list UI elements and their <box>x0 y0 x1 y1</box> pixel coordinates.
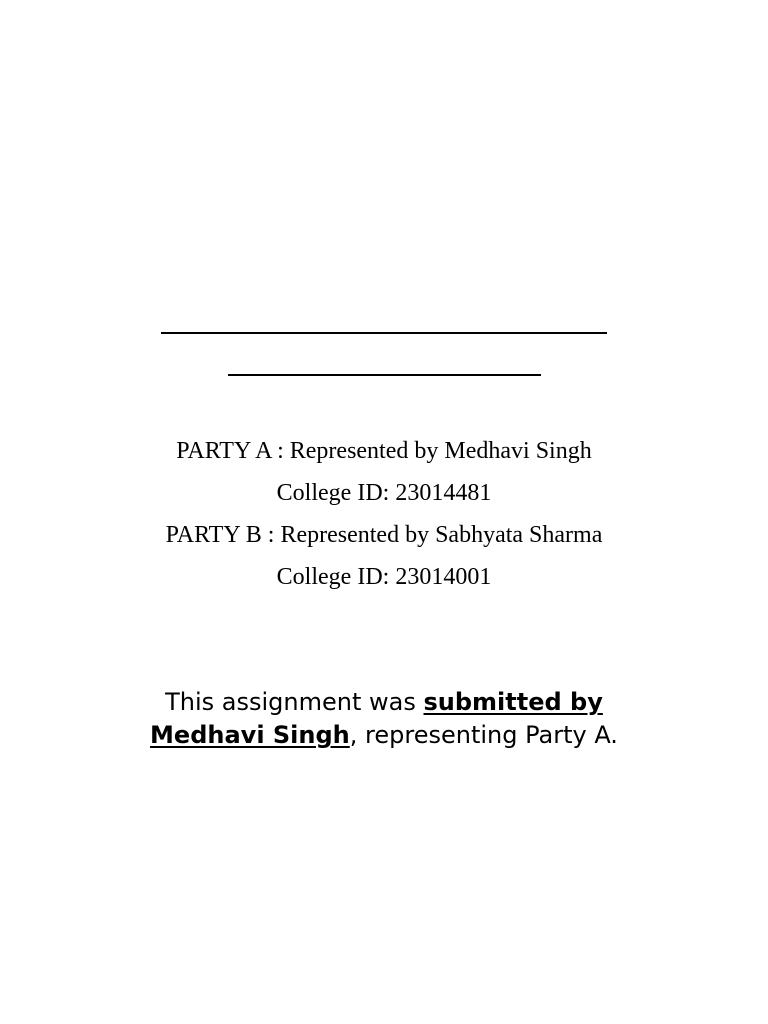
party-b-college-id: College ID: 23014001 <box>276 564 492 590</box>
blank-title-line-2 <box>228 374 541 376</box>
party-a-college-id: College ID: 23014481 <box>276 480 492 506</box>
blank-title-line-1 <box>161 332 607 334</box>
submission-suffix: , representing Party A. <box>349 721 618 749</box>
party-details <box>0 430 768 598</box>
party-b-representative: PARTY B : Represented by Sabhyata Sharma <box>165 522 603 548</box>
submitter-name: submitted by Medhavi Singh <box>150 688 603 749</box>
submission-prefix: This assignment was <box>165 688 424 716</box>
party-a-representative: PARTY A : Represented by Medhavi Singh <box>176 438 592 464</box>
submission-statement <box>110 686 658 752</box>
